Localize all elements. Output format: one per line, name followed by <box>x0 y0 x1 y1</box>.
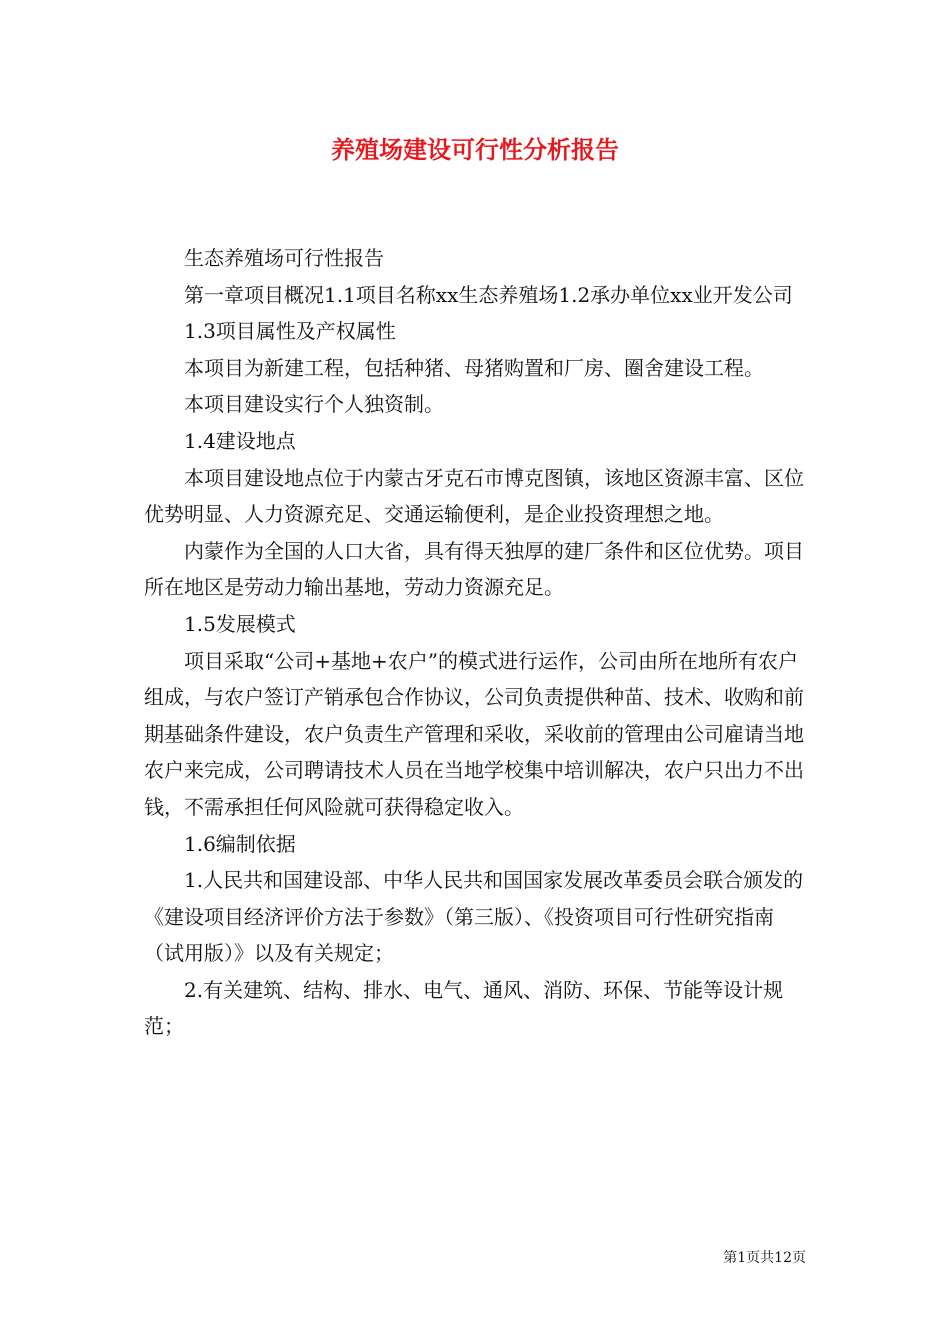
document-title: 养殖场建设可行性分析报告 <box>331 135 619 164</box>
paragraph: 项目采取“公司+基地+农户”的模式进行运作，公司由所在地所有农户组成，与农户签订产销承包合作协议，公司负责提供种苗、技术、收购和前期基础条件建设，农户负责生产管理和采收，采收前的管理由公司雇请当地农户来完成，公司聘请技术人员在当地学校集中培训解决，农户只出力不出钱，不需承担任何风险就可获得稳定收入。 <box>144 648 804 819</box>
paragraph-subtitle: 生态养殖场可行性报告 <box>184 246 384 270</box>
paragraph: 本项目建设地点位于内蒙古牙克石市博克图镇，该地区资源丰富、区位优势明显、人力资源充足、交通运输便利，是企业投资理想之地。 <box>144 465 804 527</box>
page-number: 第1页共12页 <box>723 1250 806 1266</box>
list-item: 2.有关建筑、结构、排水、电气、通风、消防、环保、节能等设计规范； <box>144 977 784 1039</box>
list-item: 1.人民共和国建设部、中华人民共和国国家发展改革委员会联合颁发的《建设项目经济评价方法于参数》（第三版）、《投资项目可行性研究指南（试用版）》以及有关规定； <box>144 868 804 966</box>
document-body <box>144 240 810 1045</box>
paragraph: 本项目为新建工程，包括种猪、母猪购置和厂房、圈舍建设工程。 <box>184 355 764 380</box>
paragraph: 内蒙作为全国的人口大省，具有得天独厚的建厂条件和区位优势。项目所在地区是劳动力输出基地，劳动力资源充足。 <box>144 538 804 600</box>
section-heading-1-4: 1.4建设地点 <box>184 428 296 453</box>
section-heading-1-5: 1.5发展模式 <box>184 611 296 636</box>
paragraph-chapter-1: 第一章项目概况1.1项目名称xx生态养殖场1.2承办单位xx业开发公司 <box>184 282 793 307</box>
section-heading-1-6: 1.6编制依据 <box>184 831 296 856</box>
paragraph: 本项目建设实行个人独资制。 <box>184 392 444 417</box>
section-heading-1-3: 1.3项目属性及产权属性 <box>184 319 396 344</box>
